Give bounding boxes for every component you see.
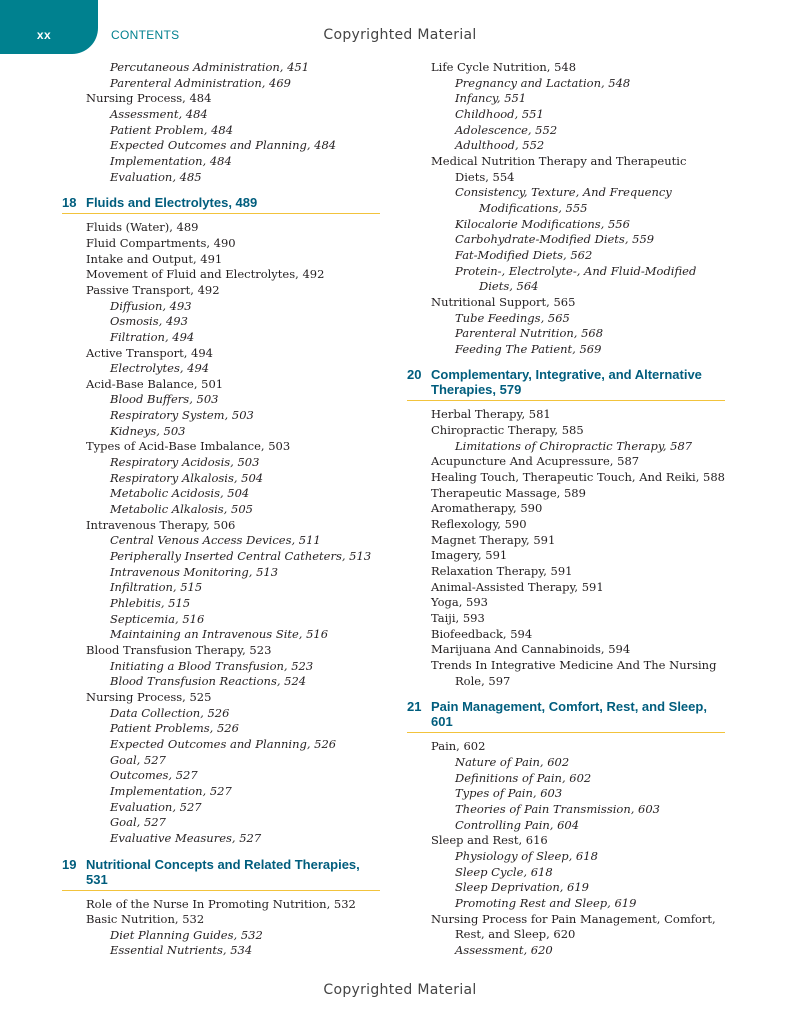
toc-subentry[interactable]: Protein-, Electrolyte-, And Fluid-Modified: [455, 263, 697, 278]
toc-subentry[interactable]: Promoting Rest and Sleep, 619: [455, 895, 637, 910]
toc-subentry[interactable]: Childhood, 551: [455, 106, 544, 121]
toc-subentry[interactable]: Nature of Pain, 602: [455, 754, 570, 769]
toc-entry[interactable]: Blood Transfusion Therapy, 523: [86, 642, 272, 657]
toc-entry[interactable]: Trends In Integrative Medicine And The Nursing: [431, 657, 717, 672]
toc-entry[interactable]: Imagery, 591: [431, 548, 508, 563]
running-head: CONTENTS: [111, 28, 180, 42]
toc-subentry[interactable]: Evaluation, 527: [110, 799, 202, 814]
toc-subentry[interactable]: Evaluative Measures, 527: [110, 830, 262, 845]
toc-subentry[interactable]: Definitions of Pain, 602: [455, 770, 592, 785]
toc-subentry[interactable]: Central Venous Access Devices, 511: [110, 533, 321, 548]
toc-entry[interactable]: Animal-Assisted Therapy, 591: [431, 579, 604, 594]
toc-subentry[interactable]: Patient Problem, 484: [110, 122, 234, 137]
toc-subentry[interactable]: Types of Pain, 603: [455, 786, 563, 801]
toc-entry[interactable]: Role of the Nurse In Promoting Nutrition, 532: [86, 896, 356, 911]
toc-subentry[interactable]: Osmosis, 493: [110, 314, 188, 329]
toc-entry[interactable]: Relaxation Therapy, 591: [431, 564, 573, 579]
toc-subentry[interactable]: Modifications, 555: [479, 200, 588, 215]
toc-subentry[interactable]: Respiratory System, 503: [110, 408, 254, 423]
toc-subentry[interactable]: Kidneys, 503: [110, 423, 186, 438]
chapter-number: 21: [407, 699, 422, 715]
toc-subentry[interactable]: Initiating a Blood Transfusion, 523: [110, 658, 314, 673]
toc-subentry[interactable]: Limitations of Chiropractic Therapy, 587: [455, 438, 693, 453]
toc-subentry[interactable]: Infancy, 551: [455, 91, 527, 106]
toc-entry[interactable]: Reflexology, 590: [431, 517, 527, 532]
toc-subentry[interactable]: Intravenous Monitoring, 513: [110, 564, 279, 579]
chapter-heading[interactable]: [62, 195, 380, 214]
page-number: xx: [36, 28, 52, 42]
toc-entry[interactable]: Nursing Process for Pain Management, Comfort,: [431, 911, 716, 926]
toc-subentry[interactable]: Diffusion, 493: [110, 298, 192, 313]
watermark-bottom: Copyrighted Material: [323, 982, 477, 998]
toc-subentry[interactable]: Theories of Pain Transmission, 603: [455, 801, 660, 816]
chapter-title: Pain Management, Comfort, Rest, and Sleep, 601: [431, 699, 707, 730]
toc-subentry[interactable]: Sleep Deprivation, 619: [455, 880, 589, 895]
toc-subentry[interactable]: Assessment, 484: [110, 106, 208, 121]
toc-entry[interactable]: Nutritional Support, 565: [431, 294, 576, 309]
toc-subentry[interactable]: Adulthood, 552: [455, 138, 545, 153]
toc-subentry[interactable]: Blood Buffers, 503: [110, 392, 219, 407]
toc-subentry[interactable]: Maintaining an Intravenous Site, 516: [110, 627, 329, 642]
toc-entry[interactable]: Acupuncture And Acupressure, 587: [431, 454, 640, 469]
toc-subentry[interactable]: Infiltration, 515: [110, 580, 203, 595]
toc-entry[interactable]: Medical Nutrition Therapy and Therapeutic: [431, 153, 687, 168]
chapter-number: 18: [62, 195, 77, 211]
toc-subentry[interactable]: Patient Problems, 526: [110, 721, 239, 736]
toc-subentry[interactable]: Implementation, 484: [110, 153, 232, 168]
toc-subentry[interactable]: Filtration, 494: [110, 329, 195, 344]
toc-subentry[interactable]: Implementation, 527: [110, 783, 232, 798]
toc-subentry[interactable]: Assessment, 620: [455, 942, 553, 957]
toc-subentry[interactable]: Feeding The Patient, 569: [455, 341, 602, 356]
toc-entry[interactable]: Fluids (Water), 489: [86, 220, 199, 235]
toc-subentry[interactable]: Goal, 527: [110, 752, 166, 767]
toc-subentry[interactable]: Respiratory Alkalosis, 504: [110, 470, 264, 485]
toc-entry[interactable]: Taiji, 593: [431, 611, 485, 625]
toc-left-column: [62, 60, 380, 959]
toc-entry[interactable]: Movement of Fluid and Electrolytes, 492: [86, 267, 325, 282]
toc-subentry[interactable]: Septicemia, 516: [110, 611, 205, 626]
toc-subentry[interactable]: Diets, 554: [455, 169, 515, 184]
toc-entry[interactable]: Intake and Output, 491: [86, 251, 223, 266]
toc-subentry[interactable]: Carbohydrate-Modified Diets, 559: [455, 232, 655, 247]
toc-entry[interactable]: Therapeutic Massage, 589: [431, 485, 586, 500]
toc-entry[interactable]: Chiropractic Therapy, 585: [431, 423, 584, 438]
toc-subentry[interactable]: Kilocalorie Modifications, 556: [455, 216, 630, 231]
toc-entry[interactable]: Pain, 602: [431, 739, 486, 754]
chapter-heading[interactable]: [407, 367, 725, 401]
toc-entry[interactable]: Aromatherapy, 590: [431, 501, 543, 516]
toc-subentry[interactable]: Controlling Pain, 604: [455, 817, 580, 832]
toc-entry[interactable]: Sleep and Rest, 616: [431, 833, 548, 848]
chapter-title: Nutritional Concepts and Related Therapies, 531: [86, 856, 360, 887]
toc-subentry[interactable]: Electrolytes, 494: [110, 361, 210, 376]
toc-entry[interactable]: Acid-Base Balance, 501: [86, 376, 224, 391]
toc-entry[interactable]: Healing Touch, Therapeutic Touch, And Reiki, 588: [431, 470, 725, 485]
toc-entry[interactable]: Marijuana And Cannabinoids, 594: [431, 642, 631, 657]
toc-entry[interactable]: Basic Nutrition, 532: [86, 912, 205, 927]
toc-subentry[interactable]: Outcomes, 527: [110, 768, 198, 783]
toc-subentry[interactable]: Peripherally Inserted Central Catheters, 513: [110, 549, 372, 564]
toc-subentry[interactable]: Fat-Modified Diets, 562: [455, 247, 593, 262]
toc-entry[interactable]: Passive Transport, 492: [86, 282, 220, 297]
chapter-title: Complementary, Integrative, and Alternative Therapies, 579: [431, 367, 702, 398]
toc-subentry[interactable]: Diet Planning Guides, 532: [110, 927, 263, 942]
toc-subentry[interactable]: Parenteral Nutrition, 568: [455, 326, 604, 341]
watermark-top: Copyrighted Material: [323, 27, 477, 43]
toc-entry[interactable]: Magnet Therapy, 591: [431, 532, 556, 547]
toc-subentry[interactable]: Goal, 527: [110, 815, 166, 830]
chapter-heading[interactable]: [62, 857, 380, 891]
chapter-number: 19: [62, 856, 77, 872]
toc-subentry[interactable]: Essential Nutrients, 534: [110, 943, 253, 958]
toc-subentry[interactable]: Physiology of Sleep, 618: [455, 848, 598, 863]
toc-subentry[interactable]: Sleep Cycle, 618: [455, 864, 553, 879]
toc-subentry[interactable]: Consistency, Texture, And Frequency: [455, 185, 672, 200]
toc-subentry[interactable]: Data Collection, 526: [110, 705, 230, 720]
toc-entry[interactable]: Intravenous Therapy, 506: [86, 517, 236, 532]
toc-subentry[interactable]: Role, 597: [455, 673, 511, 688]
toc-subentry[interactable]: Metabolic Acidosis, 504: [110, 486, 250, 501]
toc-entry[interactable]: Nursing Process, 525: [86, 689, 212, 704]
toc-subentry[interactable]: Parenteral Administration, 469: [110, 75, 292, 90]
toc-subentry[interactable]: Percutaneous Administration, 451: [110, 60, 310, 74]
toc-subentry[interactable]: Adolescence, 552: [455, 122, 558, 137]
toc-entry[interactable]: Life Cycle Nutrition, 548: [431, 60, 577, 74]
toc-entry[interactable]: Types of Acid-Base Imbalance, 503: [86, 439, 291, 454]
toc-subentry[interactable]: Evaluation, 485: [110, 169, 202, 184]
toc-subentry[interactable]: Expected Outcomes and Planning, 484: [110, 138, 337, 153]
toc-subentry[interactable]: Phlebitis, 515: [110, 596, 191, 610]
chapter-heading[interactable]: [407, 699, 725, 733]
toc-subentry[interactable]: Metabolic Alkalosis, 505: [110, 502, 253, 517]
toc-subentry[interactable]: Diets, 564: [479, 279, 539, 294]
toc-subentry[interactable]: Pregnancy and Lactation, 548: [455, 75, 631, 90]
toc-subentry[interactable]: Tube Feedings, 565: [455, 310, 570, 325]
toc-subentry[interactable]: Rest, and Sleep, 620: [455, 927, 576, 942]
toc-subentry[interactable]: Respiratory Acidosis, 503: [110, 455, 260, 470]
toc-entry[interactable]: Herbal Therapy, 581: [431, 407, 551, 422]
toc-subentry[interactable]: Expected Outcomes and Planning, 526: [110, 736, 337, 751]
toc-entry[interactable]: Nursing Process, 484: [86, 91, 212, 106]
chapter-number: 20: [407, 367, 422, 383]
toc-subentry[interactable]: Blood Transfusion Reactions, 524: [110, 674, 307, 689]
toc-entry[interactable]: Yoga, 593: [431, 595, 488, 610]
chapter-title: Fluids and Electrolytes, 489: [86, 195, 258, 211]
toc-entry[interactable]: Fluid Compartments, 490: [86, 235, 236, 250]
toc-entry[interactable]: Active Transport, 494: [86, 345, 213, 360]
toc-right-column: [407, 60, 725, 958]
toc-entry[interactable]: Biofeedback, 594: [431, 626, 533, 641]
